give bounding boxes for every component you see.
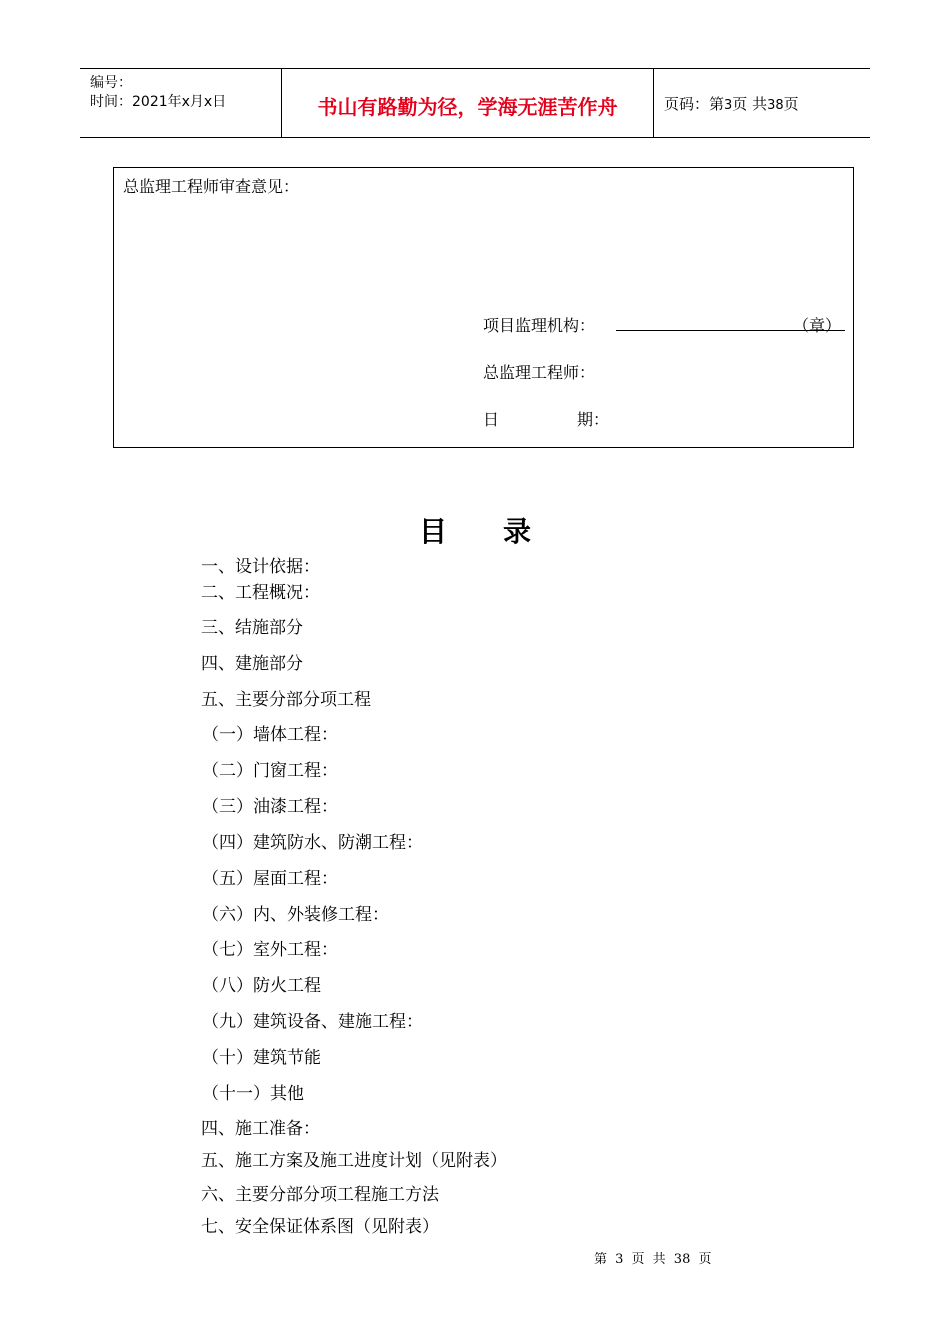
toc-item: （十）建筑节能 [202,1048,321,1068]
page-prefix: 页码：第 [664,95,725,113]
header-meta-cell [80,69,282,137]
page-current: 3 [724,98,733,113]
toc-item: 七、安全保证体系图（见附表） [201,1217,439,1237]
chief-engineer-label: 总监理工程师： [483,363,596,382]
toc-item: （四）建筑防水、防潮工程： [202,833,423,853]
toc-item: （八）防火工程 [202,976,321,996]
seal-mark: （章） [793,316,842,335]
toc-item: （七）室外工程： [202,940,338,960]
review-title: 总监理工程师审查意见： [123,177,300,196]
document-number-label: 编号： [90,75,132,91]
toc-item: （六）内、外装修工程： [202,905,389,925]
date-char-1: 日 [483,410,500,429]
toc-item: （九）建筑设备、建施工程： [202,1012,423,1032]
toc-item: 四、建施部分 [201,654,303,674]
page-footer: 第 3 页 共 38 页 [594,1252,712,1267]
toc-item: （二）门窗工程： [202,761,338,781]
toc-item: （三）油漆工程： [202,797,338,817]
page-mid: 页 共 [732,95,768,113]
supervision-org-label: 项目监理机构： [483,316,596,335]
chief-engineer-review-box [113,167,854,448]
page-header [80,68,870,138]
toc-title: 目录 [418,515,587,548]
toc-item: 二、工程概况： [201,583,320,603]
toc-item: （一）墙体工程： [202,725,338,745]
toc-item: 三、结施部分 [201,618,303,638]
date-char-2: 期： [577,410,610,429]
toc-item: 五、主要分部分项工程 [201,690,371,710]
page-suffix: 页 [783,95,799,113]
toc-item: 一、设计依据： [201,557,320,577]
toc-item: 四、施工准备： [201,1119,320,1139]
toc-item: （五）屋面工程： [202,869,338,889]
header-motto: 书山有路勤为径，学海无涯苦作舟 [317,95,618,119]
header-motto-cell [282,69,654,137]
toc-item: （十一）其他 [202,1084,304,1104]
page-total: 38 [767,98,784,113]
toc-item: 六、主要分部分项工程施工方法 [201,1185,439,1205]
toc-item: 五、施工方案及施工进度计划（见附表） [201,1151,507,1171]
review-date-label [483,407,609,430]
header-page-number [664,93,799,114]
header-page-cell [654,69,870,137]
document-time-label: 时间：2021年x月x日 [90,94,227,110]
